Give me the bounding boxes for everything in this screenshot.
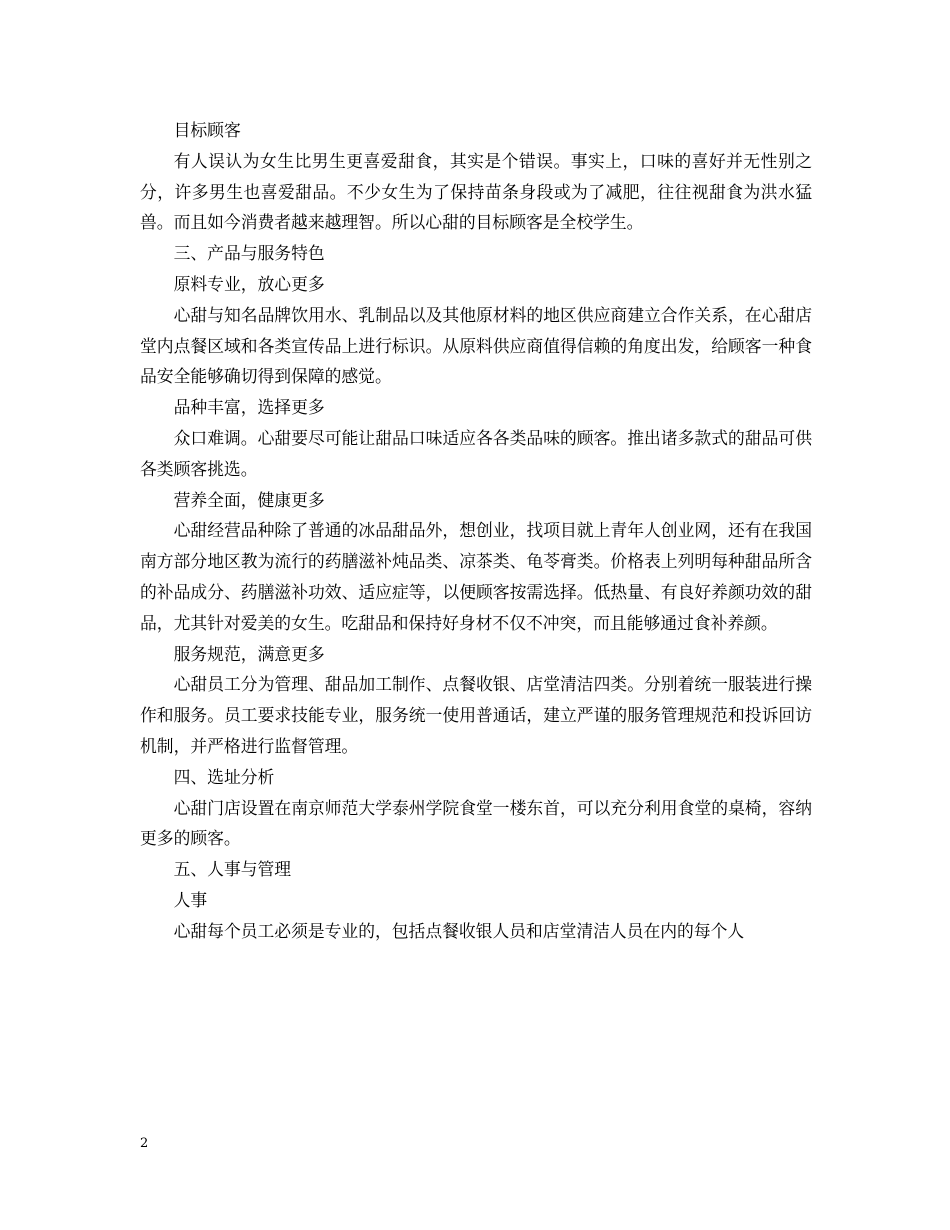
subheading-personnel: 人事 (173, 889, 208, 910)
paragraph-location: 心甜门店设置在南京师范大学泰州学院食堂一楼东首，可以充分利用食堂的桌椅，容纳更多的顾客。 (140, 797, 812, 849)
heading-target-customers: 目标顾客 (173, 120, 241, 140)
paragraph-variety: 众口难调。心甜要尽可能让甜品口味适应各各类品味的顾客。推出诸多款式的甜品可供各类顾客挑选。 (140, 427, 812, 479)
paragraph-target-customers: 有人误认为女生比男生更喜爱甜食，其实是个错误。事实上，口味的喜好并无性别之分，许多男生也喜爱甜品。不少女生为了保持苗条身段或为了减肥，往往视甜食为洪水猛兽。而且如今消费者越来越理智。所以心甜的目标顾客是全校学生。 (140, 150, 812, 233)
paragraph-service: 心甜员工分为管理、甜品加工制作、点餐收银、店堂清洁四类。分别着统一服装进行操作和服务。员工要求技能专业，服务统一使用普通话，建立严谨的服务管理规范和投诉回访机制，并严格进行监督管理。 (140, 674, 812, 756)
section-heading-location: 四、选址分析 (173, 766, 275, 787)
page-number: 2 (140, 1136, 149, 1151)
subheading-ingredients: 原料专业，放心更多 (173, 273, 325, 294)
subheading-variety: 品种丰富，选择更多 (173, 397, 325, 418)
section-heading-products-services: 三、产品与服务特色 (173, 243, 325, 264)
paragraph-personnel: 心甜每个员工必须是专业的，包括点餐收银人员和店堂清洁人员在内的每个人 (173, 920, 745, 941)
paragraph-ingredients: 心甜与知名品牌饮用水、乳制品以及其他原材料的地区供应商建立合作关系，在心甜店堂内点餐区域和各类宣传品上进行标识。从原料供应商值得信赖的角度出发，给顾客一种食品安全能够确切得到保障的感觉。 (140, 304, 812, 387)
subheading-nutrition: 营养全面，健康更多 (173, 489, 325, 510)
section-heading-personnel-management: 五、人事与管理 (173, 859, 292, 880)
paragraph-nutrition: 心甜经营品种除了普通的冰品甜品外，想创业，找项目就上青年人创业网，还有在我国南方部分地区教为流行的药膳滋补炖品类、凉茶类、龟苓膏类。价格表上列明每种甜品所含的补品成分、药膳滋补功效、适应症等，以便顾客按需选择。低热量、有良好养颜功效的甜品，尤其针对爱美的女生。吃甜品和保持好身材不仅不冲突，而且能够通过食补养颜。 (140, 520, 812, 633)
document-body (140, 115, 812, 947)
subheading-service: 服务规范，满意更多 (173, 643, 325, 664)
